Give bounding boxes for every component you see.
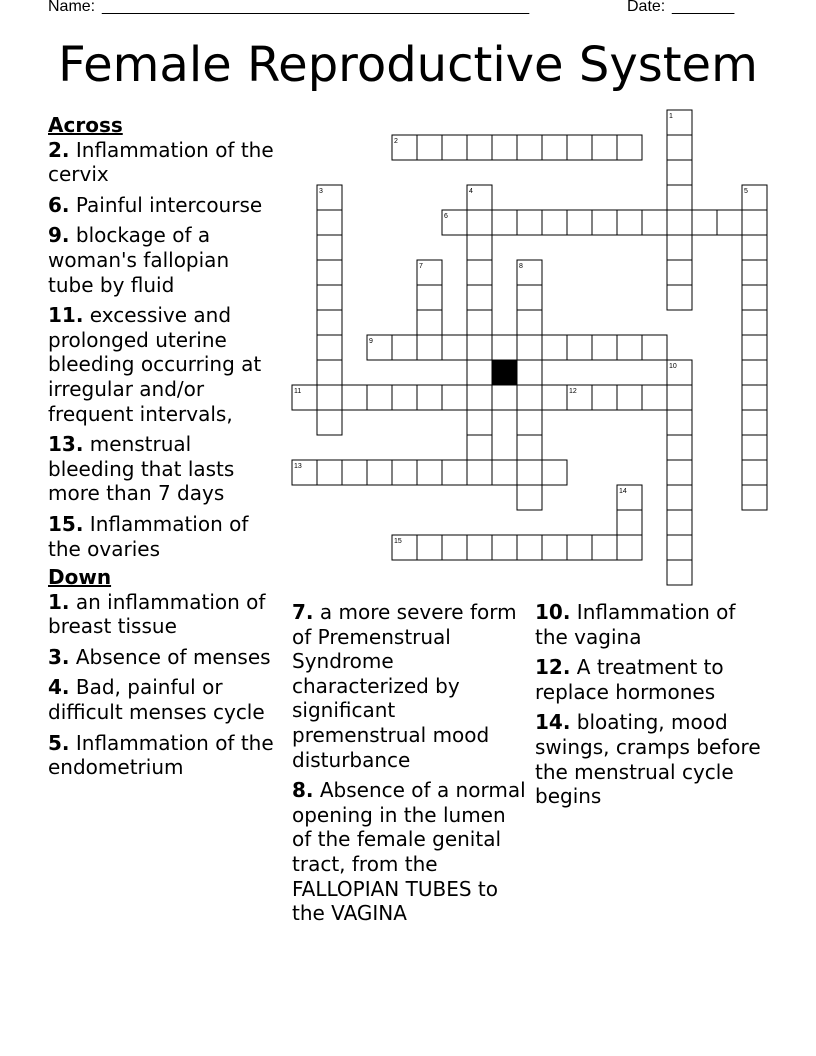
grid-cell[interactable]: [642, 385, 667, 410]
grid-cell[interactable]: [517, 460, 542, 485]
across-clue-2: 2. Inflammation of the cervix: [48, 137, 274, 187]
grid-cell[interactable]: [517, 135, 542, 160]
clues-column-left: [48, 113, 280, 786]
grid-cell[interactable]: [517, 360, 542, 385]
grid-cell[interactable]: [517, 210, 542, 235]
grid-cell[interactable]: [742, 435, 767, 460]
grid-cell[interactable]: [617, 535, 642, 560]
across-clue-6: 6. Painful intercourse: [48, 192, 263, 217]
grid-cell[interactable]: [442, 385, 467, 410]
grid-cell[interactable]: [317, 410, 342, 435]
clue-number: 1: [669, 113, 673, 120]
grid-cell[interactable]: [317, 310, 342, 335]
grid-cell[interactable]: [742, 260, 767, 285]
grid-cell[interactable]: [492, 210, 517, 235]
grid-cell[interactable]: [617, 385, 642, 410]
grid-cell[interactable]: [467, 210, 492, 235]
grid-cell[interactable]: [667, 560, 692, 585]
grid-cell[interactable]: [342, 385, 367, 410]
grid-cell[interactable]: [592, 210, 617, 235]
grid-cell[interactable]: [667, 435, 692, 460]
grid-cell[interactable]: [517, 385, 542, 410]
grid-cell[interactable]: [592, 385, 617, 410]
grid-cell[interactable]: [392, 460, 417, 485]
grid-cell[interactable]: [542, 335, 567, 360]
down-clue-7: 7. a more severe form of Premenstrual Syndrome characterized by significant premenstrual mood disturbance: [292, 600, 517, 772]
across-heading: Across: [48, 113, 123, 137]
grid-cell[interactable]: [742, 385, 767, 410]
across-clue-9: 9. blockage of a woman's fallopian tube by fluid: [48, 223, 230, 297]
grid-cell[interactable]: [692, 210, 717, 235]
clue-number: 12: [569, 388, 577, 395]
clue-number: 7: [419, 263, 423, 270]
clue-number: 5: [744, 188, 748, 195]
clue-number: 11: [294, 388, 302, 395]
grid-cell[interactable]: [442, 335, 467, 360]
grid-cell[interactable]: [617, 135, 642, 160]
clue-number: 10: [669, 363, 677, 370]
grid-cell[interactable]: [467, 285, 492, 310]
clue-number: 2: [394, 138, 398, 145]
grid-cell[interactable]: [417, 535, 442, 560]
clue-number: 15: [394, 538, 402, 545]
grid-cell[interactable]: [592, 535, 617, 560]
grid-cell[interactable]: [492, 385, 517, 410]
grid-cell[interactable]: [467, 385, 492, 410]
down-clue-10: 10. Inflammation of the vagina: [535, 600, 736, 649]
grid-cell[interactable]: [742, 360, 767, 385]
grid-cell[interactable]: [417, 460, 442, 485]
grid-cell[interactable]: [417, 335, 442, 360]
name-label: Name:: [48, 0, 96, 15]
grid-cell[interactable]: [742, 335, 767, 360]
grid-cell[interactable]: [467, 310, 492, 335]
grid-cell[interactable]: [392, 335, 417, 360]
down-clue-4: 4. Bad, painful or difficult menses cycle: [48, 675, 265, 725]
grid-cell[interactable]: [742, 410, 767, 435]
across-clue-11: 11. excessive and prolonged uterine bleeding occurring at irregular and/or frequent intervals,: [48, 303, 262, 426]
grid-cell[interactable]: [667, 135, 692, 160]
grid-cell[interactable]: [442, 135, 467, 160]
grid-cell[interactable]: [467, 360, 492, 385]
grid-cell[interactable]: [642, 335, 667, 360]
grid-cell[interactable]: [617, 210, 642, 235]
grid-cell[interactable]: [367, 385, 392, 410]
date-write-line[interactable]: _______: [672, 0, 735, 15]
grid-cell[interactable]: [667, 460, 692, 485]
grid-cell[interactable]: [517, 335, 542, 360]
grid-cell[interactable]: [542, 460, 567, 485]
grid-cell[interactable]: [417, 385, 442, 410]
grid-cell[interactable]: [317, 235, 342, 260]
down-clue-5: 5. Inflammation of the endometrium: [48, 730, 274, 780]
clue-number: 4: [469, 188, 473, 195]
grid-cell[interactable]: [342, 460, 367, 485]
grid-cell[interactable]: [442, 460, 467, 485]
grid-cell[interactable]: [667, 485, 692, 510]
grid-cell[interactable]: [742, 460, 767, 485]
grid-cell[interactable]: [392, 385, 417, 410]
down-clue-3: 3. Absence of menses: [48, 644, 271, 669]
grid-cell[interactable]: [517, 535, 542, 560]
grid-cell[interactable]: [517, 410, 542, 435]
down-heading: Down: [48, 565, 112, 590]
grid-cell[interactable]: [467, 135, 492, 160]
grid-cell[interactable]: [317, 260, 342, 285]
grid-cell[interactable]: [517, 435, 542, 460]
grid-cell[interactable]: [517, 485, 542, 510]
grid-cell[interactable]: [742, 485, 767, 510]
grid-cell[interactable]: [542, 135, 567, 160]
clues-column-middle: [292, 600, 528, 932]
grid-cell[interactable]: [567, 535, 592, 560]
grid-cell[interactable]: [667, 535, 692, 560]
grid-cell[interactable]: [317, 335, 342, 360]
grid-cell[interactable]: [742, 235, 767, 260]
grid-cell[interactable]: [317, 460, 342, 485]
grid-cell[interactable]: [742, 285, 767, 310]
grid-cell[interactable]: [667, 285, 692, 310]
clue-number: 13: [294, 463, 302, 470]
grid-cell[interactable]: [642, 210, 667, 235]
grid-cell[interactable]: [467, 260, 492, 285]
down-clue-1: 1. an inflammation of breast tissue: [48, 589, 266, 639]
grid-cell[interactable]: [617, 335, 642, 360]
grid-cell[interactable]: [742, 210, 767, 235]
grid-cell[interactable]: [367, 460, 392, 485]
grid-cell[interactable]: [467, 435, 492, 460]
grid-cell[interactable]: [492, 335, 517, 360]
grid-cell[interactable]: [567, 135, 592, 160]
grid-cell[interactable]: [467, 335, 492, 360]
grid-cell[interactable]: [742, 310, 767, 335]
grid-cell[interactable]: [467, 535, 492, 560]
clue-number: 14: [619, 488, 627, 495]
grid-cell[interactable]: [517, 310, 542, 335]
grid-cell[interactable]: [492, 460, 517, 485]
grid-cell[interactable]: [517, 285, 542, 310]
name-write-line[interactable]: ________________________________________________: [102, 0, 530, 15]
grid-cell[interactable]: [617, 510, 642, 535]
grid-cell[interactable]: [492, 535, 517, 560]
grid-cell[interactable]: [317, 285, 342, 310]
down-clue-14: 14. bloating, mood swings, cramps before the menstrual cycle begins: [535, 710, 761, 809]
down-clue-8: 8. Absence of a normal opening in the lumen of the female genital tract, from the FALLOPIAN TUBES to the VAGINA: [292, 778, 526, 926]
grid-cell[interactable]: [667, 185, 692, 210]
date-label: Date:: [627, 0, 666, 15]
grid-cell[interactable]: [317, 360, 342, 385]
grid-cell[interactable]: [542, 385, 567, 410]
grid-cell[interactable]: [467, 235, 492, 260]
shaded-cell: [492, 360, 517, 385]
grid-cell[interactable]: [667, 510, 692, 535]
clue-number: 8: [519, 263, 523, 270]
grid-cell[interactable]: [442, 535, 467, 560]
grid-cell[interactable]: [567, 335, 592, 360]
grid-cell[interactable]: [317, 385, 342, 410]
grid-cell[interactable]: [492, 135, 517, 160]
grid-cell[interactable]: [667, 235, 692, 260]
grid-cell[interactable]: [417, 135, 442, 160]
grid-cell[interactable]: [417, 285, 442, 310]
grid-cell[interactable]: [542, 535, 567, 560]
across-clue-13: 13. menstrual bleeding that lasts more than 7 days: [48, 432, 235, 506]
grid-cell[interactable]: [667, 210, 692, 235]
grid-cell[interactable]: [667, 410, 692, 435]
grid-cell[interactable]: [717, 210, 742, 235]
across-clue-15: 15. Inflammation of the ovaries: [48, 511, 249, 561]
grid-cell[interactable]: [592, 335, 617, 360]
grid-cell[interactable]: [667, 385, 692, 410]
grid-cell[interactable]: [417, 310, 442, 335]
grid-cell[interactable]: [467, 410, 492, 435]
grid-cell[interactable]: [317, 210, 342, 235]
clue-number: 6: [444, 213, 448, 220]
clue-number: 3: [319, 188, 323, 195]
grid-cell[interactable]: [467, 460, 492, 485]
clue-number: 9: [369, 338, 373, 345]
puzzle-title: Female Reproductive System: [58, 37, 758, 93]
grid-cell[interactable]: [542, 210, 567, 235]
grid-cell[interactable]: [667, 160, 692, 185]
down-clue-12: 12. A treatment to replace hormones: [535, 655, 724, 704]
grid-cell[interactable]: [667, 260, 692, 285]
clues-column-right: [535, 600, 765, 815]
grid-cell[interactable]: [567, 210, 592, 235]
grid-cell[interactable]: [592, 135, 617, 160]
